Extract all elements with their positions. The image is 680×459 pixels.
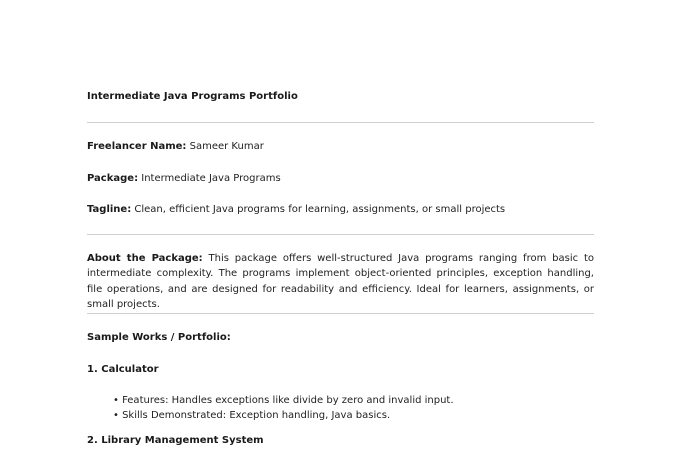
freelancer-name-value: Sameer Kumar: [189, 141, 264, 152]
divider: [87, 234, 594, 235]
work-bullet: • Skills Demonstrated: Exception handling, Java basics.: [113, 410, 391, 421]
tagline-field: [87, 202, 594, 217]
package-value: Intermediate Java Programs: [141, 173, 281, 184]
tagline-value: Clean, efficient Java programs for learning, assignments, or small projects: [134, 204, 506, 215]
freelancer-name-field: [87, 139, 594, 154]
package-label: Package:: [87, 173, 139, 184]
divider: [87, 122, 594, 123]
freelancer-name-label: Freelancer Name:: [87, 141, 187, 152]
divider: [87, 313, 594, 314]
work-title: 2. Library Management System: [87, 435, 264, 446]
about-package-label: About the Package:: [87, 253, 203, 264]
tagline-label: Tagline:: [87, 204, 132, 215]
work-bullet: • Features: Handles exceptions like divide by zero and invalid input.: [113, 395, 454, 406]
document-title: Intermediate Java Programs Portfolio: [87, 91, 298, 102]
portfolio-heading: Sample Works / Portfolio:: [87, 332, 231, 343]
about-package-text: This package offers well-structured Java programs ranging from basic to intermediate complexity. The programs implement object-oriented principles, exception handling, file operations, and are designed for readability and efficiency. Ideal for learners, assignments, or small projects.: [87, 253, 594, 310]
about-package-paragraph: [87, 251, 594, 312]
package-field: [87, 171, 594, 186]
work-title: 1. Calculator: [87, 364, 159, 375]
